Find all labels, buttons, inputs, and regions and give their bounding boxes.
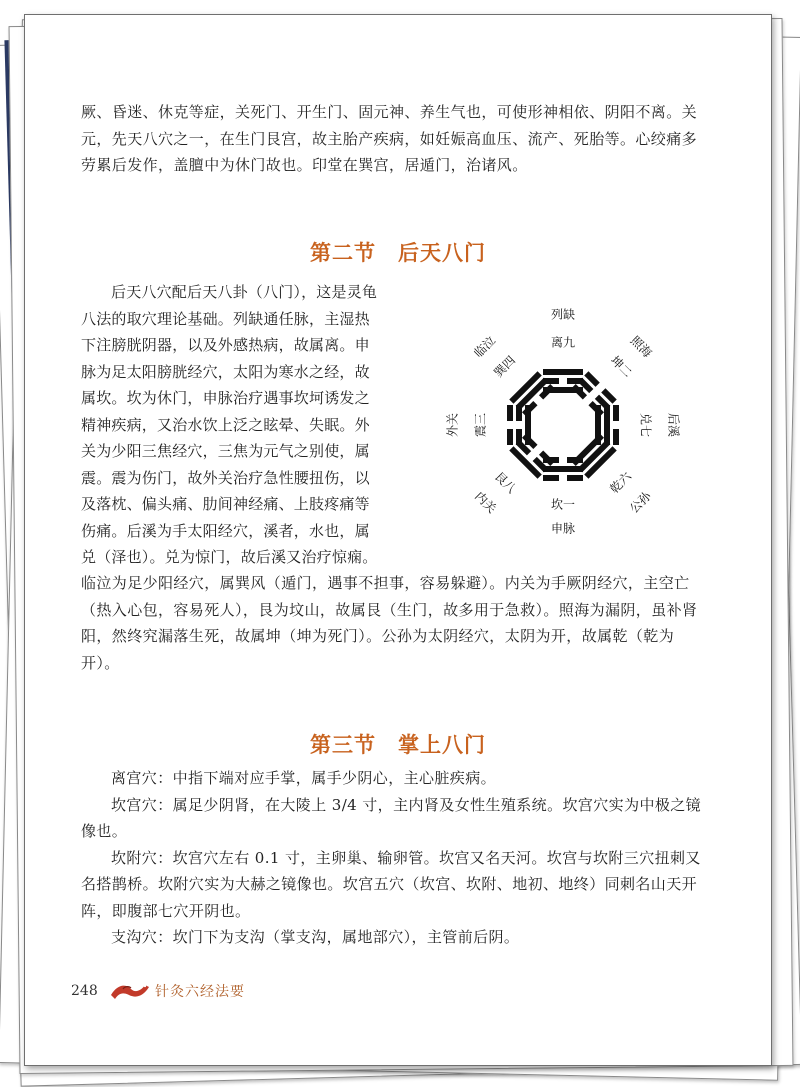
text-line: 八法的取穴理论基础。列缺通任脉，主湿热: [81, 309, 370, 328]
section-2-title: 后天八门: [398, 241, 486, 265]
xun-point-label: 临泣: [471, 333, 499, 361]
dui-point-label: 后溪: [666, 412, 681, 438]
text-line: 属坎。坎为休门，申脉治疗遇事坎坷诱发之: [81, 389, 370, 407]
paragraph-zhi-gou: 支沟穴：坎门下为支沟（掌支沟，属地部穴），主管前后阴。: [111, 928, 520, 946]
text-line: 震。震为伤门，故外关治疗急性腰扭伤，以: [81, 468, 370, 487]
kun-point-label: 照海: [627, 333, 655, 361]
text-line: 兑（泽也）。兑为惊门，故后溪又治疗惊痫。: [81, 548, 378, 566]
text-line: 伤痛。后溪为手太阳经穴，溪者，水也，属: [81, 521, 370, 540]
text-line: 及落枕、偏头痛、肋间神经痛、上肢疼痛等: [81, 495, 370, 513]
book-page: [24, 14, 772, 1066]
section-3-title: 掌上八门: [398, 733, 486, 757]
section-2-continuation: 临泣为足少阳经穴，属巽风（遁门，遇事不担事，容易躲避）。内关为手厥阴经穴，主空亡（热入心包，容易死人），艮为坟山，故属艮（生门，故多用于急救）。照海为漏阴，虽补肾阳，然终究漏落生死，故属坤（坤为死门）。公孙为太阴经穴，太阴为开，故属乾（乾为开）。: [81, 574, 698, 672]
kan-point-label: 申脉: [550, 521, 576, 536]
kan-gua-label: 坎一: [550, 497, 576, 512]
intro-paragraph: 厥、昏迷、休克等症，关死门、开生门、固元神、养生气也，可使形神相依、阴阳不离。关元，先天八穴之一，在生门艮宫，故主胎产疾病，如妊娠高血压、流产、死胎等。心绞痛多劳累后发作，盖膻中为休门故也。印堂在巽宫，居遁门，治诸风。: [81, 103, 698, 174]
li-gua-label: 离九: [550, 335, 576, 350]
book-title: 针灸六经法要: [155, 984, 245, 1000]
section-3-heading: [25, 729, 771, 759]
kun-gua-label: 坤二: [607, 353, 635, 381]
qian-point-label: 公孙: [626, 488, 654, 516]
gen-gua-label: 艮八: [491, 469, 519, 497]
zhen-gua-label: 震三: [473, 412, 488, 438]
dragon-logo-icon: [109, 977, 151, 1003]
text-line: 精神疾病，又治水饮上泛之眩晕、失眠。外: [81, 415, 370, 434]
text-line: 后天八穴配后天八卦（八门），这是灵龟: [111, 283, 378, 301]
paragraph-li-gong: 离宫穴：中指下端对应手掌，属手少阴心，主心脏疾病。: [111, 769, 497, 787]
qian-gua-label: 乾六: [607, 469, 635, 497]
paragraph-kan-fu: 坎附穴：坎宫穴左右 0.1 寸，主卵巢、输卵管。坎宫又名天河。坎宫与坎附三穴扭刺又名搭鹊桥。坎附穴实为大赫之镜像也。坎宫五穴（坎宫、坎附、地初、地终）同刺名山天开阵，即腹部七穴开阴也。: [81, 848, 701, 920]
paragraph-kan-gong: 坎宫穴：属足少阴肾，在大陵上 3/4 寸，主内肾及女性生殖系统。坎宫穴实为中极之镜像也。: [81, 795, 702, 840]
page-number: 248: [71, 983, 98, 999]
li-point-label: 列缺: [550, 307, 576, 322]
dui-gua-label: 兑七: [638, 412, 653, 438]
gen-point-label: 内关: [472, 488, 500, 516]
text-line: 关为少阳三焦经穴，三焦为元气之别使，属: [81, 442, 370, 460]
xun-gua-label: 巽四: [491, 353, 519, 381]
section-2-heading: [25, 237, 771, 267]
section-2-wrapped-text: [81, 279, 433, 571]
text-line: 脉为足太阳膀胱经穴，太阳为寒水之经，故: [81, 362, 370, 381]
section-3-body: [81, 765, 703, 951]
section-3-number: 第三节: [310, 733, 376, 757]
bagua-diagram: [423, 277, 703, 563]
section-2-number: 第二节: [310, 241, 376, 265]
text-line: 下注膀胱阴器，以及外感热病，故属离。申: [81, 336, 370, 354]
zhen-point-label: 外关: [445, 412, 460, 438]
